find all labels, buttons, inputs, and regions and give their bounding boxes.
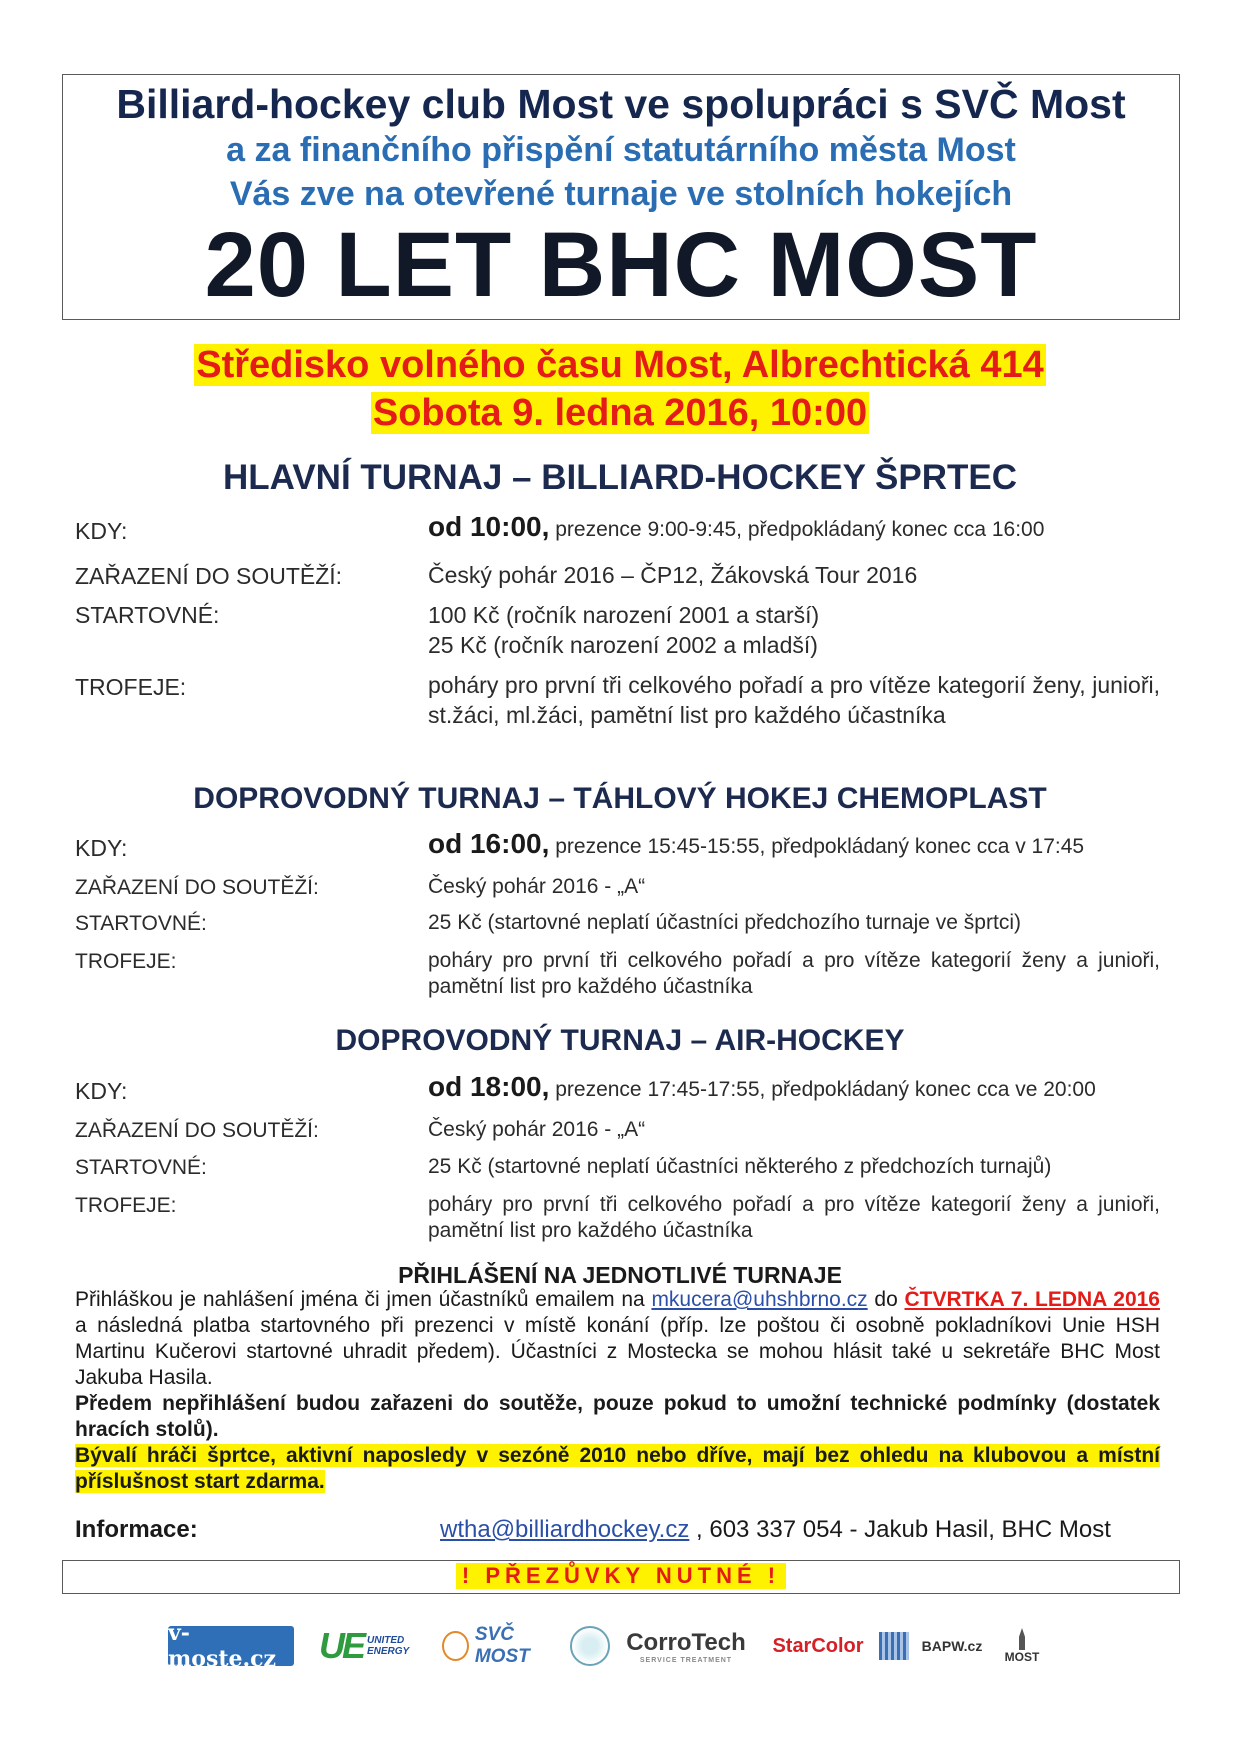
venue-date-text: Sobota 9. ledna 2016, 10:00 [372, 392, 868, 434]
second-time: od 16:00, [428, 828, 550, 859]
registration-p1-c: a následná platba startovného při prezenci v místě konání (příp. lze poštou či osobně pokladníkovi Unie HSH Martinu Kučerovi startovné uhradit předem). Účastníci z Mostecka se mohou hlásit také u sekretáře BHC Most Jakuba Hasila. [75, 1314, 1160, 1389]
logo-corrotech-text: CorroTech [626, 1628, 746, 1656]
third-zarazeni-label: ZAŘAZENÍ DO SOUTĚŽÍ: [75, 1119, 319, 1142]
main-time-note: prezence 9:00-9:45, předpokládaný konec cca 16:00 [549, 518, 1045, 541]
info-email-link[interactable]: wtha@billiardhockey.cz [440, 1516, 690, 1543]
second-competitions: Český pohár 2016 - „A“ [428, 875, 646, 898]
main-zarazeni-label: ZAŘAZENÍ DO SOUTĚŽÍ: [75, 563, 343, 589]
second-startovne-label: STARTOVNÉ: [75, 912, 207, 935]
second-kdy-value [428, 829, 1160, 862]
main-fee-2: 25 Kč (ročník narození 2002 a mladší) [428, 632, 818, 658]
main-trophies: poháry pro první tři celkového pořadí a pro vítěze kategorií ženy, junioři, st.žáci, ml.žáci, pamětní list pro každého účastníka [428, 672, 1160, 728]
registration-p2: Předem nepřihlášení budou zařazeni do soutěže, pouze pokud to umožní technické podmínky (dostatek hracích stolů). [75, 1392, 1160, 1441]
logo-starcolor-text: StarColor [772, 1634, 864, 1657]
header-invite-line: Vás zve na otevřené turnaje ve stolních hokejích [229, 175, 1013, 213]
logo-starcolor [766, 1624, 870, 1668]
logo-v-moste [168, 1620, 294, 1672]
venue-place [0, 344, 1240, 387]
second-tournament-title: DOPROVODNÝ TURNAJ – TÁHLOVÝ HOKEJ CHEMOPLAST [193, 782, 1047, 815]
logo-corrotech-sub: SERVICE TREATMENT [639, 1656, 733, 1664]
logo-ue-mark: UE [318, 1625, 363, 1666]
logo-v-moste-text: v-moste.cz [168, 1620, 277, 1672]
header-organizer: Billiard-hockey club Most ve spolupráci s SVČ Most [116, 81, 1126, 127]
logo-ue-text: UNITED ENERGY [367, 1635, 410, 1657]
main-competitions: Český pohár 2016 – ČP12, Žákovská Tour 2016 [428, 562, 918, 588]
logo-bapw [920, 1624, 984, 1668]
footer-notice-box [62, 1560, 1180, 1594]
second-kdy-label: KDY: [75, 835, 128, 861]
logo-svc-text: SVČ MOST [474, 1624, 530, 1667]
registration-deadline: ČTVRTKA 7. LEDNA 2016 [904, 1288, 1160, 1311]
info-contact: , 603 337 054 - Jakub Hasil, BHC Most [689, 1516, 1111, 1543]
church-tower-icon [1019, 1628, 1025, 1650]
second-time-note: prezence 15:45-15:55, předpokládaný konec cca v 17:45 [549, 835, 1085, 858]
second-trophies: poháry pro první tři celkového pořadí a pro vítěze kategorií ženy a junioři, pamětní list pro každého účastníka [428, 949, 1160, 998]
logo-svc-most [442, 1624, 562, 1668]
registration-email-link[interactable]: mkucera@uhshbrno.cz [651, 1288, 868, 1311]
third-fee: 25 Kč (startovné neplatí účastníci některého z předchozích turnajů) [428, 1155, 1052, 1178]
svc-swirl-icon [442, 1631, 469, 1661]
page-title: 20 LET BHC MOST [204, 214, 1038, 316]
venue-place-text: Středisko volného času Most, Albrechtická 414 [196, 344, 1044, 386]
logo-united-energy [308, 1624, 428, 1668]
registration-p3: Bývalí hráči šprtce, aktivní naposledy v sezóně 2010 nebo dříve, mají bez ohledu na klubovou a místní příslušnost start zdarma. [75, 1444, 1160, 1493]
logo-most-city [990, 1624, 1054, 1668]
venue-date [0, 392, 1240, 435]
logo-bapw-text: BAPW.cz [921, 1638, 983, 1654]
logo-most-text: MOST [1004, 1650, 1040, 1664]
registration-title: PŘIHLÁŠENÍ NA JEDNOTLIVÉ TURNAJE [398, 1262, 842, 1288]
main-kdy-value [428, 512, 1160, 545]
corrotech-globe-icon [570, 1626, 610, 1666]
second-fee: 25 Kč (startovné neplatí účastníci předchozího turnaje ve šprtci) [428, 911, 1021, 934]
info-value [440, 1516, 1111, 1544]
main-tournament-title: HLAVNÍ TURNAJ – BILLIARD-HOCKEY ŠPRTEC [222, 458, 1018, 497]
second-trofeje-label: TROFEJE: [75, 950, 177, 973]
main-kdy-label: KDY: [75, 518, 128, 544]
header-sponsor-line: a za finančního přispění statutárního města Most [226, 131, 1016, 169]
registration-p1-b: do [867, 1288, 905, 1311]
second-zarazeni-label: ZAŘAZENÍ DO SOUTĚŽÍ: [75, 876, 319, 899]
logo-corrotech [616, 1624, 756, 1668]
third-kdy-value [428, 1072, 1160, 1105]
logo-grid-emblem [876, 1624, 912, 1668]
registration-p1-a: Přihláškou je nahlášení jména či jmen účastníků emailem na [75, 1288, 652, 1311]
sponsor-logos [160, 1614, 1080, 1684]
main-trofeje-label: TROFEJE: [75, 674, 187, 700]
third-kdy-label: KDY: [75, 1078, 128, 1104]
grid-emblem-icon [879, 1632, 909, 1660]
info-label: Informace: [75, 1516, 198, 1543]
footer-notice: ! PŘEZŮVKY NUTNÉ ! [456, 1563, 786, 1589]
main-fee-1: 100 Kč (ročník narození 2001 a starší) [428, 602, 820, 628]
third-trofeje-label: TROFEJE: [75, 1194, 177, 1217]
third-startovne-label: STARTOVNÉ: [75, 1156, 207, 1179]
main-time: od 10:00, [428, 511, 550, 542]
third-time: od 18:00, [428, 1071, 550, 1102]
third-time-note: prezence 17:45-17:55, předpokládaný konec cca ve 20:00 [549, 1078, 1096, 1101]
third-tournament-title: DOPROVODNÝ TURNAJ – AIR-HOCKEY [335, 1024, 905, 1057]
logo-corrotech-emblem [568, 1624, 612, 1668]
header-box [62, 74, 1180, 320]
third-trophies: poháry pro první tři celkového pořadí a pro vítěze kategorií ženy a junioři, pamětní list pro každého účastníka [428, 1193, 1160, 1242]
third-competitions: Český pohár 2016 - „A“ [428, 1118, 646, 1141]
main-startovne-label: STARTOVNÉ: [75, 602, 220, 628]
registration-text [75, 1287, 1160, 1495]
